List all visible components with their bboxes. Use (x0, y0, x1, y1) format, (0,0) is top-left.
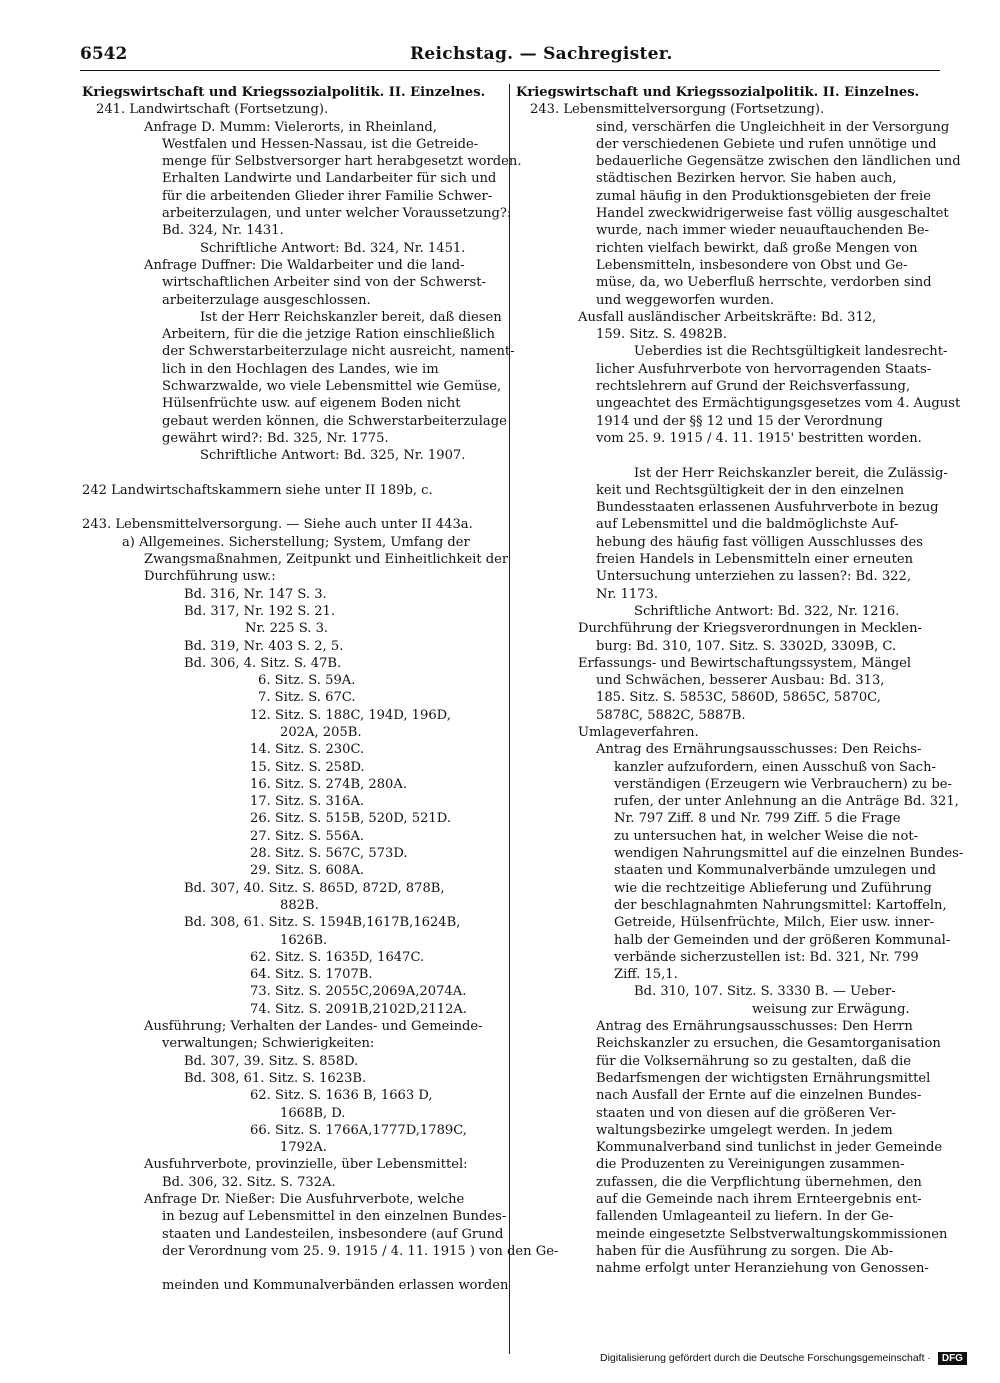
text-line: Durchführung usw.: (144, 569, 276, 585)
text-line: Durchführung der Kriegsverordnungen in Mecklen- (578, 621, 922, 637)
text-line: waltungsbezirke umgelegt werden. In jedem (596, 1122, 893, 1138)
text-line: 1668B, D. (280, 1105, 346, 1121)
text-line: 241. Landwirtschaft (Fortsetzung). (96, 102, 329, 118)
text-line: staaten und Kommunalverbände umzulegen und (614, 863, 937, 879)
text-line: hebung des häufig fast völligen Ausschlusses des (596, 534, 923, 550)
text-line: Nr. 1173. (596, 586, 659, 602)
text-line: meinden und Kommunalverbänden erlassen worden (162, 1278, 509, 1294)
text-line: 29. Sitz. S. 608A. (250, 863, 365, 879)
text-line: Anfrage Duffner: Die Waldarbeiter und die land- (144, 257, 465, 273)
page-header (80, 44, 940, 70)
text-line: Bd. 307, 39. Sitz. S. 858D. (184, 1053, 359, 1069)
text-line: burg: Bd. 310, 107. Sitz. S. 3302D, 3309B, C. (596, 638, 897, 654)
text-line: sind, verschärfen die Ungleichheit in der Versorgung (596, 119, 950, 135)
text-line: 73. Sitz. S. 2055C,2069A,2074A. (250, 984, 467, 1000)
text-line: Ausfuhrverbote, provinzielle, über Lebensmittel: (144, 1157, 468, 1173)
text-line: der beschlagnahmten Nahrungsmittel: Kartoffeln, (614, 897, 947, 913)
text-line (82, 465, 504, 482)
text-line: Ausfall ausländischer Arbeitskräfte: Bd. 312, (578, 309, 877, 325)
text-line: für die arbeitenden Glieder ihrer Familie Schwer- (162, 188, 493, 204)
text-line: nahme erfolgt unter Heranziehung von Genossen- (596, 1261, 929, 1277)
text-line: Umlageverfahren. (578, 724, 699, 740)
text-line: auf die Gemeinde nach ihrem Ernteergebnis ent- (596, 1192, 922, 1207)
text-line: 7. Sitz. S. 67C. (258, 690, 356, 706)
text-line: Schriftliche Antwort: Bd. 324, Nr. 1451. (200, 240, 466, 256)
text-line: halb der Gemeinden und der größeren Kommunal- (614, 932, 951, 948)
text-line: Ausführung; Verhalten der Landes- und Gemeinde- (144, 1019, 483, 1035)
text-line: keit und Rechtsgültigkeit der in den einzelnen (596, 482, 905, 498)
text-line: 1626B. (280, 932, 328, 948)
text-line: wirtschaftlichen Arbeiter sind von der Schwerst- (162, 275, 486, 291)
text-line: auf Lebensmittel und die baldmöglichste Auf- (596, 517, 899, 533)
text-line: Bd. 316, Nr. 147 S. 3. (184, 586, 327, 602)
text-line: verbände sicherzustellen ist: Bd. 321, Nr. 799 (614, 949, 919, 965)
text-line: 28. Sitz. S. 567C, 573D. (250, 846, 408, 862)
text-line: Bd. 308, 61. Sitz. S. 1623B. (184, 1070, 367, 1086)
text-line: haben für die Ausführung zu sorgen. Die Ab- (596, 1243, 894, 1259)
text-line: vom 25. 9. 1915 / 4. 11. 1915' bestritten worden. (596, 430, 922, 446)
text-line: rechtslehrern auf Grund der Reichsverfassung, (596, 379, 911, 395)
text-line: 62. Sitz. S. 1636 B, 1663 D, (250, 1088, 433, 1104)
text-line: und Schwächen, besserer Ausbau: Bd. 313, (596, 673, 885, 689)
dfg-logo: DFG (938, 1352, 967, 1365)
text-line: 202A, 205B. (280, 724, 362, 740)
text-line: 1914 und der §§ 12 und 15 der Verordnung (596, 413, 883, 429)
text-line: Bundesstaaten erlassenen Ausfuhrverbote in bezug (596, 500, 939, 516)
text-line: weisung zur Erwägung. (752, 1001, 910, 1017)
text-line: 185. Sitz. S. 5853C, 5860D, 5865C, 5870C, (596, 690, 881, 706)
text-line: kanzler aufzufordern, einen Ausschuß von Sach- (614, 759, 936, 775)
text-line: Zwangsmaßnahmen, Zeitpunkt und Einheitlichkeit der (144, 552, 509, 568)
text-line: fallenden Umlageanteil zu liefern. In der Ge- (596, 1209, 894, 1225)
text-line: für die Volksernährung so zu gestalten, daß die (596, 1053, 912, 1069)
text-line: Anfrage D. Mumm: Vielerorts, in Rheinland, (144, 119, 437, 135)
text-line: 62. Sitz. S. 1635D, 1647C. (250, 949, 425, 965)
text-line: Untersuchung unterziehen zu lassen?: Bd. 322, (596, 569, 911, 585)
text-line: verständigen (Erzeugern wie Verbrauchern) zu be- (614, 776, 952, 792)
text-line: 27. Sitz. S. 556A. (250, 828, 365, 844)
text-line: wurde, nach immer wieder neuauftauchenden Be- (596, 223, 930, 239)
text-line: 159. Sitz. S. 4982B. (596, 327, 727, 343)
text-line: bedauerliche Gegensätze zwischen den ländlichen und (596, 154, 961, 170)
text-line: Schriftliche Antwort: Bd. 322, Nr. 1216. (634, 603, 900, 619)
text-line: Arbeitern, für die die jetzige Ration einschließlich (162, 327, 495, 343)
running-title: Reichstag. — Sachregister. (410, 44, 673, 64)
text-line: Bd. 324, Nr. 1431. (162, 223, 284, 239)
text-line: Ueberdies ist die Rechtsgültigkeit landesrecht- (634, 344, 948, 360)
text-line: Kriegswirtschaft und Kriegssozialpolitik. II. Einzelnes. (82, 85, 486, 100)
text-line: 74. Sitz. S. 2091B,2102D,2112A. (250, 1001, 468, 1017)
footer-text: Digitalisierung gefördert durch die Deutsche Forschungsgemeinschaft · (600, 1352, 931, 1364)
text-line: zu untersuchen hat, in welcher Weise die not- (614, 828, 919, 844)
text-line: 17. Sitz. S. 316A. (250, 794, 365, 810)
text-line: 66. Sitz. S. 1766A,1777D,1789C, (250, 1122, 467, 1138)
text-line (82, 1260, 504, 1277)
text-line: Schwarzwalde, wo viele Lebensmittel wie Gemüse, (162, 379, 502, 395)
text-line: meinde eingesetzte Selbstverwaltungskommissionen (596, 1226, 948, 1242)
text-line: 16. Sitz. S. 274B, 280A. (250, 776, 408, 792)
text-line: 12. Sitz. S. 188C, 194D, 196D, (250, 707, 451, 723)
text-line: Antrag des Ernährungsausschusses: Den Herrn (596, 1019, 913, 1035)
text-line: 15. Sitz. S. 258D. (250, 759, 365, 775)
footer (600, 1352, 963, 1365)
text-line: Ist der Herr Reichskanzler bereit, die Zulässig- (634, 465, 948, 481)
text-line: Ziff. 15,1. (614, 967, 678, 983)
text-line: Bedarfsmengen der wichtigsten Ernährungsmittel (596, 1070, 931, 1086)
text-line: städtischen Bezirken hervor. Sie haben auch, (596, 171, 897, 187)
text-line: 64. Sitz. S. 1707B. (250, 967, 373, 983)
text-line: Erhalten Landwirte und Landarbeiter für sich und (162, 171, 497, 187)
text-line: Schriftliche Antwort: Bd. 325, Nr. 1907. (200, 448, 466, 464)
text-line: Bd. 308, 61. Sitz. S. 1594B,1617B,1624B, (184, 915, 461, 931)
text-line: 243. Lebensmittelversorgung (Fortsetzung). (530, 102, 825, 118)
text-line: richten vielfach bewirkt, daß große Mengen von (596, 240, 918, 256)
text-line: Kommunalverband sind tunlichst in jeder Gemeinde (596, 1140, 943, 1156)
text-line: Erfassungs- und Bewirtschaftungssystem, Mängel (578, 655, 912, 671)
text-line: Kriegswirtschaft und Kriegssozialpolitik. II. Einzelnes. (516, 85, 920, 100)
text-line (82, 499, 504, 516)
text-line: 1792A. (280, 1140, 327, 1156)
text-line: gebaut werden können, die Schwerstarbeiterzulage (162, 413, 507, 429)
text-line: Bd. 317, Nr. 192 S. 21. (184, 603, 336, 619)
text-line: Nr. 797 Ziff. 8 und Nr. 799 Ziff. 5 die Frage (614, 811, 901, 827)
text-line: Reichskanzler zu ersuchen, die Gesamtorganisation (596, 1036, 941, 1052)
text-line: 243. Lebensmittelversorgung. — Siehe auch unter II 443a. (82, 517, 473, 533)
text-line: verwaltungen; Schwierigkeiten: (162, 1036, 375, 1052)
text-line: Bd. 307, 40. Sitz. S. 865D, 872D, 878B, (184, 880, 445, 896)
text-line: 242 Landwirtschaftskammern siehe unter II 189b, c. (82, 482, 433, 498)
text-line: und weggeworfen wurden. (596, 292, 775, 308)
text-line: 5878C, 5882C, 5887B. (596, 707, 746, 723)
text-line: zufassen, die die Verpflichtung übernehmen, den (596, 1174, 922, 1190)
text-line: 882B. (280, 897, 319, 913)
text-line: 6. Sitz. S. 59A. (258, 673, 356, 689)
text-line: wie die rechtzeitige Ablieferung und Zuführung (614, 880, 932, 896)
left-column (82, 84, 559, 1295)
text-line: Hülsenfrüchte usw. auf eigenem Boden nicht (162, 396, 461, 412)
text-line: rufen, der unter Anlehnung an die Anträge Bd. 321, (614, 794, 959, 810)
text-line: der Verordnung vom 25. 9. 1915 / 4. 11. 1915 ) von den Ge- (162, 1243, 559, 1259)
text-line: in bezug auf Lebensmittel in den einzelnen Bundes- (162, 1209, 507, 1225)
text-line: Antrag des Ernährungsausschusses: Den Reichs- (596, 742, 922, 758)
text-line: wendigen Nahrungsmittel auf die einzelnen Bundes- (614, 846, 964, 862)
text-line: staaten und von diesen auf die größeren Ver- (596, 1105, 896, 1121)
text-line: 26. Sitz. S. 515B, 520D, 521D. (250, 811, 451, 827)
text-line: Bd. 306, 4. Sitz. S. 47B. (184, 655, 342, 671)
text-line: staaten und Landesteilen, insbesondere (auf Grund (162, 1226, 504, 1242)
text-line: der Schwerstarbeiterzulage nicht ausreicht, nament- (162, 344, 515, 360)
text-line: arbeiterzulagen, und unter welcher Voraussetzung?: (162, 206, 512, 222)
column-divider (509, 84, 510, 1354)
text-line: licher Ausfuhrverbote von hervorragenden Staats- (596, 361, 932, 377)
right-column (516, 84, 964, 1277)
text-line: Bd. 310, 107. Sitz. S. 3330 B. — Ueber- (634, 984, 896, 1000)
text-line: Westfalen und Hessen-Nassau, ist die Getreide- (162, 136, 479, 152)
text-line: lich in den Hochlagen des Landes, wie im (162, 361, 439, 377)
text-line (516, 447, 940, 464)
text-line: Nr. 225 S. 3. (245, 621, 329, 637)
text-line: freien Handels in Lebensmitteln einer erneuten (596, 552, 914, 568)
text-line: Getreide, Hülsenfrüchte, Milch, Eier usw. inner- (614, 915, 935, 931)
text-line: gewährt wird?: Bd. 325, Nr. 1775. (162, 430, 389, 446)
header-rule (80, 70, 940, 71)
text-line: Bd. 306, 32. Sitz. S. 732A. (162, 1174, 336, 1190)
text-line: Anfrage Dr. Nießer: Die Ausfuhrverbote, welche (144, 1192, 465, 1207)
text-line: ungeachtet des Ermächtigungsgesetzes vom 4. August (596, 396, 961, 412)
text-line: 14. Sitz. S. 230C. (250, 742, 365, 758)
page-number: 6542 (80, 44, 128, 64)
text-line: a) Allgemeines. Sicherstellung; System, Umfang der (122, 534, 470, 550)
text-line: menge für Selbstversorger hart herabgesetzt worden. (162, 154, 522, 170)
text-line: der verschiedenen Gebiete und rufen unnötige und (596, 136, 937, 152)
text-line: zumal häufig in den Produktionsgebieten der freie (596, 188, 931, 204)
text-line: Lebensmitteln, insbesondere von Obst und Ge- (596, 257, 908, 273)
text-line: Ist der Herr Reichskanzler bereit, daß diesen (200, 309, 502, 325)
text-line: arbeiterzulage ausgeschlossen. (162, 292, 371, 308)
text-line: die Produzenten zu Vereinigungen zusammen- (596, 1157, 905, 1173)
text-line: müse, da, wo Ueberfluß herrschte, verdorben sind (596, 275, 932, 291)
text-line: nach Ausfall der Ernte auf die einzelnen Bundes- (596, 1088, 922, 1104)
text-line: Handel zweckwidrigerweise fast völlig ausgeschaltet (596, 206, 949, 222)
text-line: Bd. 319, Nr. 403 S. 2, 5. (184, 638, 344, 654)
